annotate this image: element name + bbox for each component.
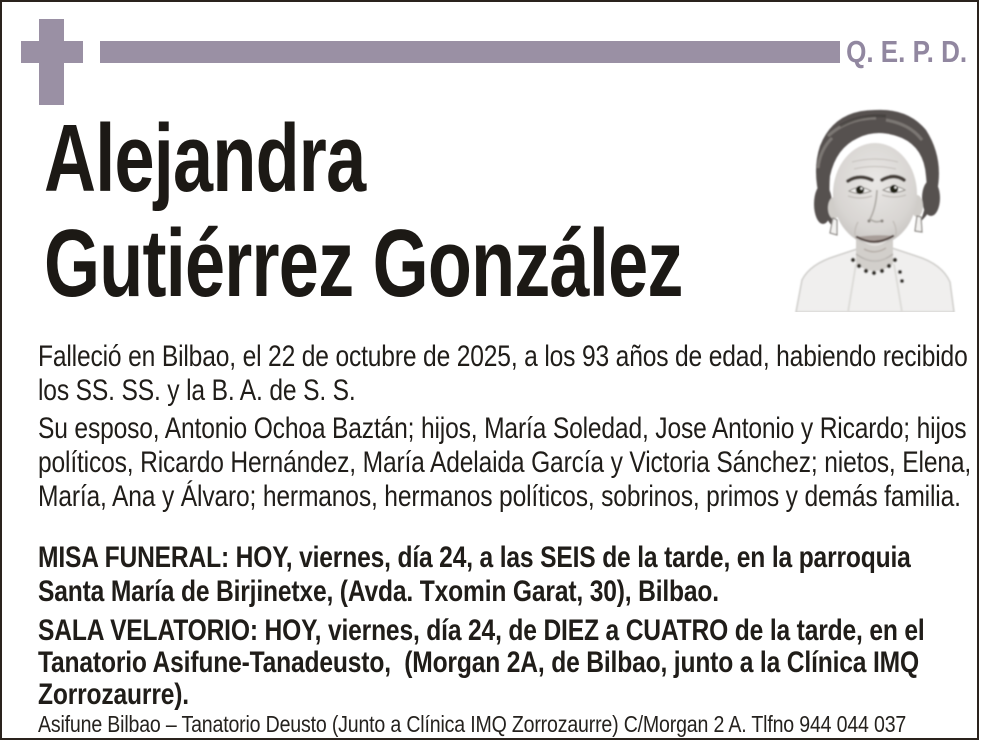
deceased-name-line1: Alejandra: [44, 105, 366, 212]
cross-icon-horizontal: [21, 41, 83, 63]
deceased-name-line2: Gutiérrez González: [44, 210, 683, 317]
funeral-home-footer: Asifune Bilbao – Tanatorio Deusto (Junto a Clínica IMQ Zorrozaurre) C/Morgan 2 A. Tlfno 944 044 037: [38, 711, 907, 737]
portrait-photo: [790, 106, 960, 312]
qepd-label: Q. E. P. D.: [845, 34, 967, 69]
funeral-mass-paragraph: MISA FUNERAL: HOY, viernes, día 24, a las SEIS de la tarde, en la parroquia Santa María de Birjinetxe, (Avda. Txomin Garat, 30), Bilbao.: [38, 541, 918, 608]
deceased-name: [44, 106, 683, 316]
family-paragraph: Su esposo, Antonio Ochoa Baztán; hijos, María Soledad, Jose Antonio y Ricardo; hijos políticos, Ricardo Hernández, María Adelaida García y Victoria Sánchez; nietos, Elena, María, Ana y Álvaro; hermanos, hermanos políticos, sobrinos, primos y demás familia.: [38, 412, 978, 513]
death-notice-paragraph: Falleció en Bilbao, el 22 de octubre de 2025, a los 93 años de edad, habiendo recibido los SS. SS. y la B. A. de S. S.: [38, 340, 975, 407]
header-bar: [100, 41, 840, 63]
wake-room-paragraph: SALA VELATORIO: HOY, viernes, día 24, de DIEZ a CUATRO de la tarde, en el Tanatorio Asifune-Tanadeusto, (Morgan 2A, de Bilbao, junto a la Clínica IMQ Zorrozaurre).: [38, 614, 932, 711]
